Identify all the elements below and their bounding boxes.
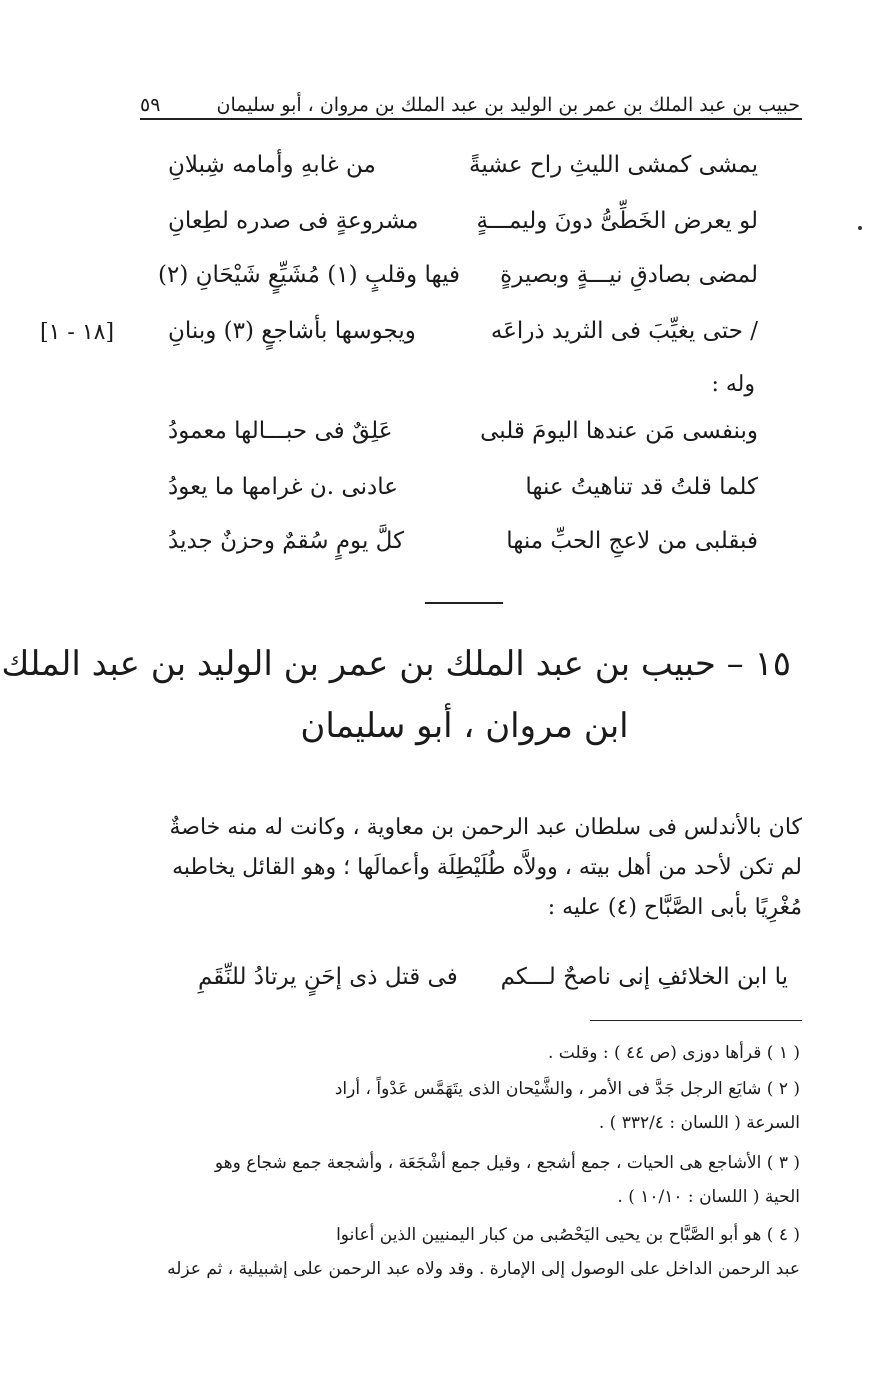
footnote-line: السرعة ( اللسان : ٣٣٢/٤ ) . <box>598 1113 800 1133</box>
hemistich-first: لمضى بصادقِ نيـــةٍ وبصيرةٍ <box>500 262 758 288</box>
hemistich-second: من غابهِ وأمامه شِبلانِ <box>168 152 376 178</box>
poem-intro-label: وله : <box>711 372 755 397</box>
verse-line <box>168 474 758 522</box>
hemistich-first: كلما قلتُ قد تناهيتُ عنها <box>525 474 758 500</box>
hemistich-first: لو يعرض الخَطِّىُّ دونَ وليمـــةٍ <box>476 208 758 234</box>
footnote-line: ( ٣ ) الأشاجع هى الحيات ، جمع أشجع ، وقيل جمع أشْجَعَة ، وأشجعة جمع شجاع وهو <box>214 1153 800 1173</box>
hemistich-second: عَلِقٌ فى حبـــالها معمودُ <box>168 418 393 444</box>
prose-line: لم تكن لأحد من أهل بيته ، وولاَّه طُلَيْطِلَة وأعمالَها ؛ وهو القائل يخاطبه <box>172 855 802 880</box>
hemistich-second: ويجوسها بأشاجعٍ (٣) وبنانِ <box>168 318 416 344</box>
footnote-2 <box>120 1072 800 1140</box>
prose-line: مُغْرِيًا بأبى الصَّبَّاح (٤) عليه : <box>547 895 802 920</box>
verse-line <box>168 318 758 366</box>
footnote-4 <box>120 1218 800 1286</box>
verse-line <box>168 418 758 466</box>
section-separator <box>425 602 503 604</box>
hemistich-second: مشروعةٍ فى صدره لطِعانِ <box>168 208 419 234</box>
page-number: ٥٩ <box>140 94 161 116</box>
hemistich-second: عادنى .ن غرامها ما يعودُ <box>168 474 398 500</box>
footnote-line: الحية ( اللسان : ١٠/١٠ ) . <box>617 1187 800 1207</box>
prose-line: كان بالأندلس فى سلطان عبد الرحمن بن معاوية ، وكانت له منه خاصةٌ <box>169 815 802 840</box>
hemistich-first: يا ابن الخلائفِ إنى ناصحٌ لـــكم <box>500 964 788 990</box>
verse-line <box>168 152 758 200</box>
entry-title-line-2: ابن مروان ، أبو سليمان <box>300 706 629 746</box>
footnote-line: ( ٤ ) هو أبو الصَّبَّاح بن يحيى اليَحْصُبى من كبار اليمنيين الذين أعانوا <box>336 1225 800 1245</box>
hemistich-second: فيها وقلبٍ (١) مُشَيِّعٍ شَيْحَانِ (٢) <box>158 262 461 288</box>
footnote-line: ( ١ ) قرأها دوزى (ص ٤٤ ) : وقلت . <box>547 1043 800 1063</box>
header-rule <box>140 118 802 120</box>
running-title: حبيب بن عبد الملك بن عمر بن الوليد بن عبد الملك بن مروان ، أبو سليمان <box>216 94 800 116</box>
hemistich-first: وبنفسى مَن عندها اليومَ قلبى <box>480 418 758 444</box>
hemistich-first: فبقلبى من لاعجِ الحبِّ منها <box>506 528 758 554</box>
verse-line <box>198 964 788 1012</box>
verse-line <box>158 262 758 310</box>
footnote-line: ( ٢ ) شايَع الرجل جَدَّ فى الأمر ، والشَّيْحان الذى يتَهَمَّس عَدْواً ، أراد <box>334 1079 800 1099</box>
margin-folio-reference: [١٨ - ١] <box>40 320 115 345</box>
entry-prose <box>140 808 802 928</box>
entry-title-line-1: ١٥ – حبيب بن عبد الملك بن عمر بن الوليد بن عبد الملك <box>1 644 791 684</box>
footnote-1 <box>120 1036 800 1070</box>
margin-dot <box>858 226 862 230</box>
hemistich-second: كلَّ يومٍ سُقمٌ وحزنٌ جديدُ <box>168 528 405 554</box>
verse-line <box>168 208 758 256</box>
page-header <box>140 80 800 116</box>
footnote-line: عبد الرحمن الداخل على الوصول إلى الإمارة . وقد ولاه عبد الرحمن على إشبيلية ، ثم عزله <box>167 1259 800 1279</box>
hemistich-second: فى قتل ذى إحَنٍ يرتادُ للنِّقَمِ <box>198 964 458 990</box>
hemistich-first: يمشى كمشى الليثِ راح عشيةً <box>469 152 758 178</box>
hemistich-first: / حتى يغيِّبَ فى الثريد ذراعَه <box>490 318 758 344</box>
footnote-3 <box>120 1146 800 1214</box>
verse-line <box>168 528 758 576</box>
footnote-rule <box>590 1020 802 1021</box>
